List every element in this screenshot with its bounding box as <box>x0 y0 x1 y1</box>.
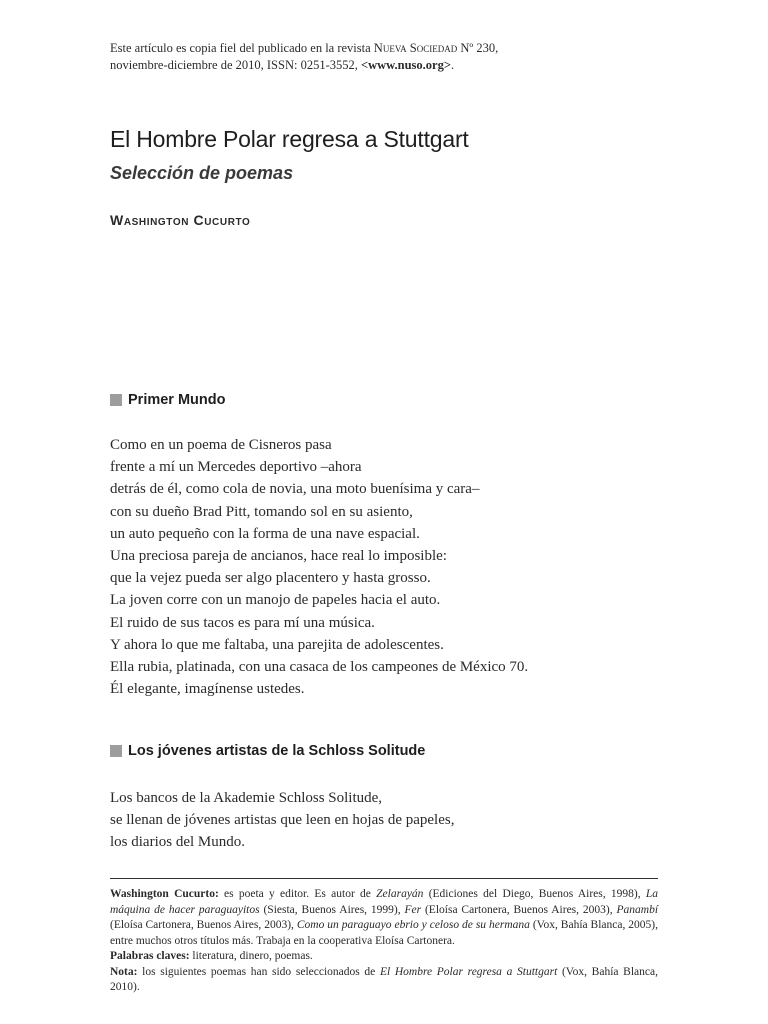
bio-text: (Ediciones del Diego, Buenos Aires, 1998), <box>423 888 646 900</box>
poem-line: que la vejez pueda ser algo placentero y hasta grosso. <box>110 570 431 587</box>
note-label: Nota: <box>110 965 138 978</box>
book-title: La máquina de hacer paraguayitos <box>110 888 658 916</box>
poem-line: Ella rubia, platinada, con una casaca de los campeones de México 70. <box>110 659 529 676</box>
journal-name: Nueva Sociedad <box>373 41 458 55</box>
section-heading-schloss-solitude <box>110 743 425 759</box>
bio-text: (Eloísa Cartonera, Buenos Aires, 2003), <box>421 903 617 916</box>
section-heading-primer-mundo <box>110 392 225 408</box>
notice-line-1 <box>110 40 630 57</box>
note-text: los siguientes poemas han sido seleccionados de <box>137 965 380 978</box>
article-title: El Hombre Polar regresa a Stuttgart <box>110 126 469 152</box>
book-title: Fer <box>404 903 422 916</box>
book-title: Como un paraguayo ebrio y celoso de su hermana <box>296 919 530 931</box>
poem-line: Los bancos de la Akademie Schloss Solitude, <box>110 790 383 806</box>
journal-url: <www.nuso.org> <box>361 58 451 72</box>
square-bullet-icon <box>110 394 122 406</box>
poem-schloss-solitude <box>110 787 630 854</box>
section-heading-text: Primer Mundo <box>128 392 226 408</box>
poem-line: frente a mí un Mercedes deportivo –ahora <box>110 459 362 476</box>
poem-line: se llenan de jóvenes artistas que leen en hojas de papeles, <box>110 812 455 829</box>
poem-line: un auto pequeño con la forma de una nave espacial. <box>110 525 420 542</box>
keywords-text: literatura, dinero, poemas. <box>189 950 313 962</box>
section-heading-text: Los jóvenes artistas de la Schloss Solitude <box>128 743 426 759</box>
poem-line: con su dueño Brad Pitt, tomando sol en su asiento, <box>110 503 413 520</box>
copyright-notice <box>110 40 630 74</box>
bio-text: (Eloísa Cartonera, Buenos Aires, 2003), <box>110 919 297 931</box>
bio-text: (Vox, Bahía Blanca, 2005), entre muchos otros títulos más. Trabaja en la cooperativa Eloísa Cartonera. <box>110 919 659 947</box>
notice-text: Este artículo es copia fiel del publicado en la revista <box>110 41 374 55</box>
keywords-label: Palabras claves: <box>110 950 190 962</box>
issue-number: Nº 230, <box>457 41 499 55</box>
poem-line: Él elegante, imagínense ustedes. <box>110 681 305 698</box>
book-title: Panambí <box>616 903 659 916</box>
article-author: Washington Cucurto <box>110 212 251 228</box>
poem-primer-mundo <box>110 434 630 700</box>
note <box>110 965 658 996</box>
notice-text-2: noviembre-diciembre de 2010, ISSN: 0251-3552, <box>110 58 361 72</box>
square-bullet-icon <box>110 745 122 757</box>
notice-end: . <box>450 58 455 72</box>
footnotes <box>110 887 658 996</box>
poem-line: los diarios del Mundo. <box>110 834 245 851</box>
poem-line: Como en un poema de Cisneros pasa <box>110 437 332 453</box>
poem-line: La joven corre con un manojo de papeles hacia el auto. <box>110 592 441 609</box>
footnote-divider <box>110 878 658 879</box>
note-text: (Vox, Bahía Blanca, 2010). <box>110 965 658 993</box>
author-bio <box>110 887 658 949</box>
keywords <box>110 949 658 965</box>
article-subtitle: Selección de poemas <box>110 163 294 183</box>
poem-line: El ruido de sus tacos es para mí una música. <box>110 614 375 631</box>
poem-line: detrás de él, como cola de novia, una moto buenísima y cara– <box>110 481 480 498</box>
bio-label: Washington Cucurto: <box>110 888 219 900</box>
book-title: El Hombre Polar regresa a Stuttgart <box>379 965 558 978</box>
bio-text: es poeta y editor. Es autor de <box>218 888 377 900</box>
poem-line: Y ahora lo que me faltaba, una parejita de adolescentes. <box>110 636 444 653</box>
bio-text: (Siesta, Buenos Aires, 1999), <box>259 903 405 916</box>
book-title: Zelarayán <box>376 888 424 900</box>
notice-line-2 <box>110 57 630 74</box>
poem-line: Una preciosa pareja de ancianos, hace real lo imposible: <box>110 548 447 565</box>
